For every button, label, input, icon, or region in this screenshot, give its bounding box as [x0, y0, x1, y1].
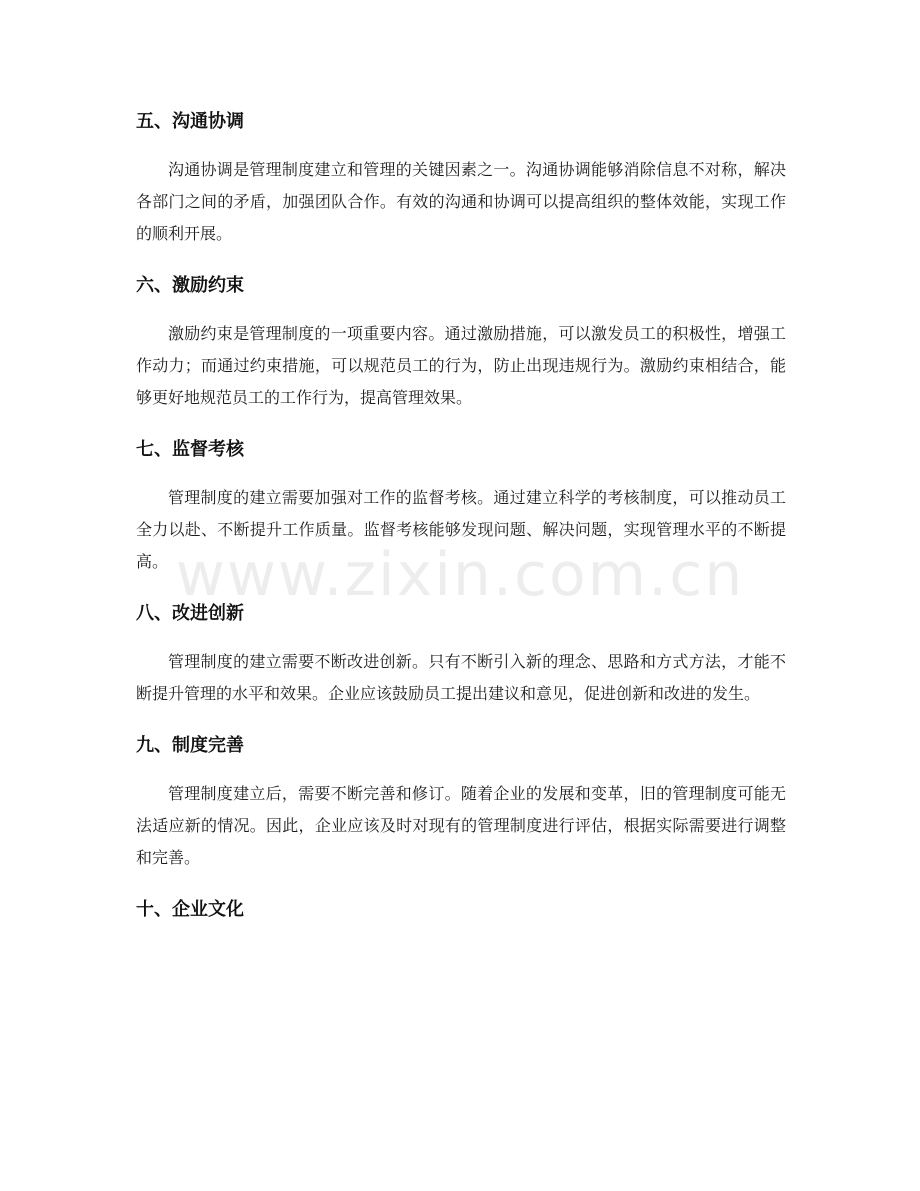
document-page — [136, 108, 786, 942]
watermark: www.zixin.com.cn — [175, 540, 745, 610]
section-body-supervision: 管理制度的建立需要加强对工作的监督考核。通过建立科学的考核制度，可以推动员工全力以赴、不断提升工作质量。监督考核能够发现问题、解决问题，实现管理水平的不断提高。 — [136, 488, 786, 571]
section-title-improvement: 九、制度完善 — [136, 735, 244, 756]
section-body-innovation: 管理制度的建立需要不断改进创新。只有不断引入新的理念、思路和方式方法，才能不断提升管理的水平和效果。企业应该鼓励员工提出建议和意见，促进创新和改进的发生。 — [136, 652, 786, 703]
section-body-improvement: 管理制度建立后，需要不断完善和修订。随着企业的发展和变革，旧的管理制度可能无法适应新的情况。因此，企业应该及时对现有的管理制度进行评估，根据实际需要进行调整和完善。 — [136, 784, 786, 867]
section-title-incentive: 六、激励约束 — [136, 275, 244, 296]
section-body-communication: 沟通协调是管理制度建立和管理的关键因素之一。沟通协调能够消除信息不对称，解决各部门之间的矛盾，加强团队合作。有效的沟通和协调可以提高组织的整体效能，实现工作的顺利开展。 — [136, 160, 786, 243]
section-body-incentive: 激励约束是管理制度的一项重要内容。通过激励措施，可以激发员工的积极性，增强工作动力；而通过约束措施，可以规范员工的行为，防止出现违规行为。激励约束相结合，能够更好地规范员工的工作行为，提高管理效果。 — [136, 324, 786, 407]
section-title-innovation: 八、改进创新 — [136, 603, 244, 624]
section-title-culture: 十、企业文化 — [136, 899, 244, 920]
section-title-supervision: 七、监督考核 — [136, 439, 244, 460]
section-title-communication: 五、沟通协调 — [136, 111, 244, 132]
